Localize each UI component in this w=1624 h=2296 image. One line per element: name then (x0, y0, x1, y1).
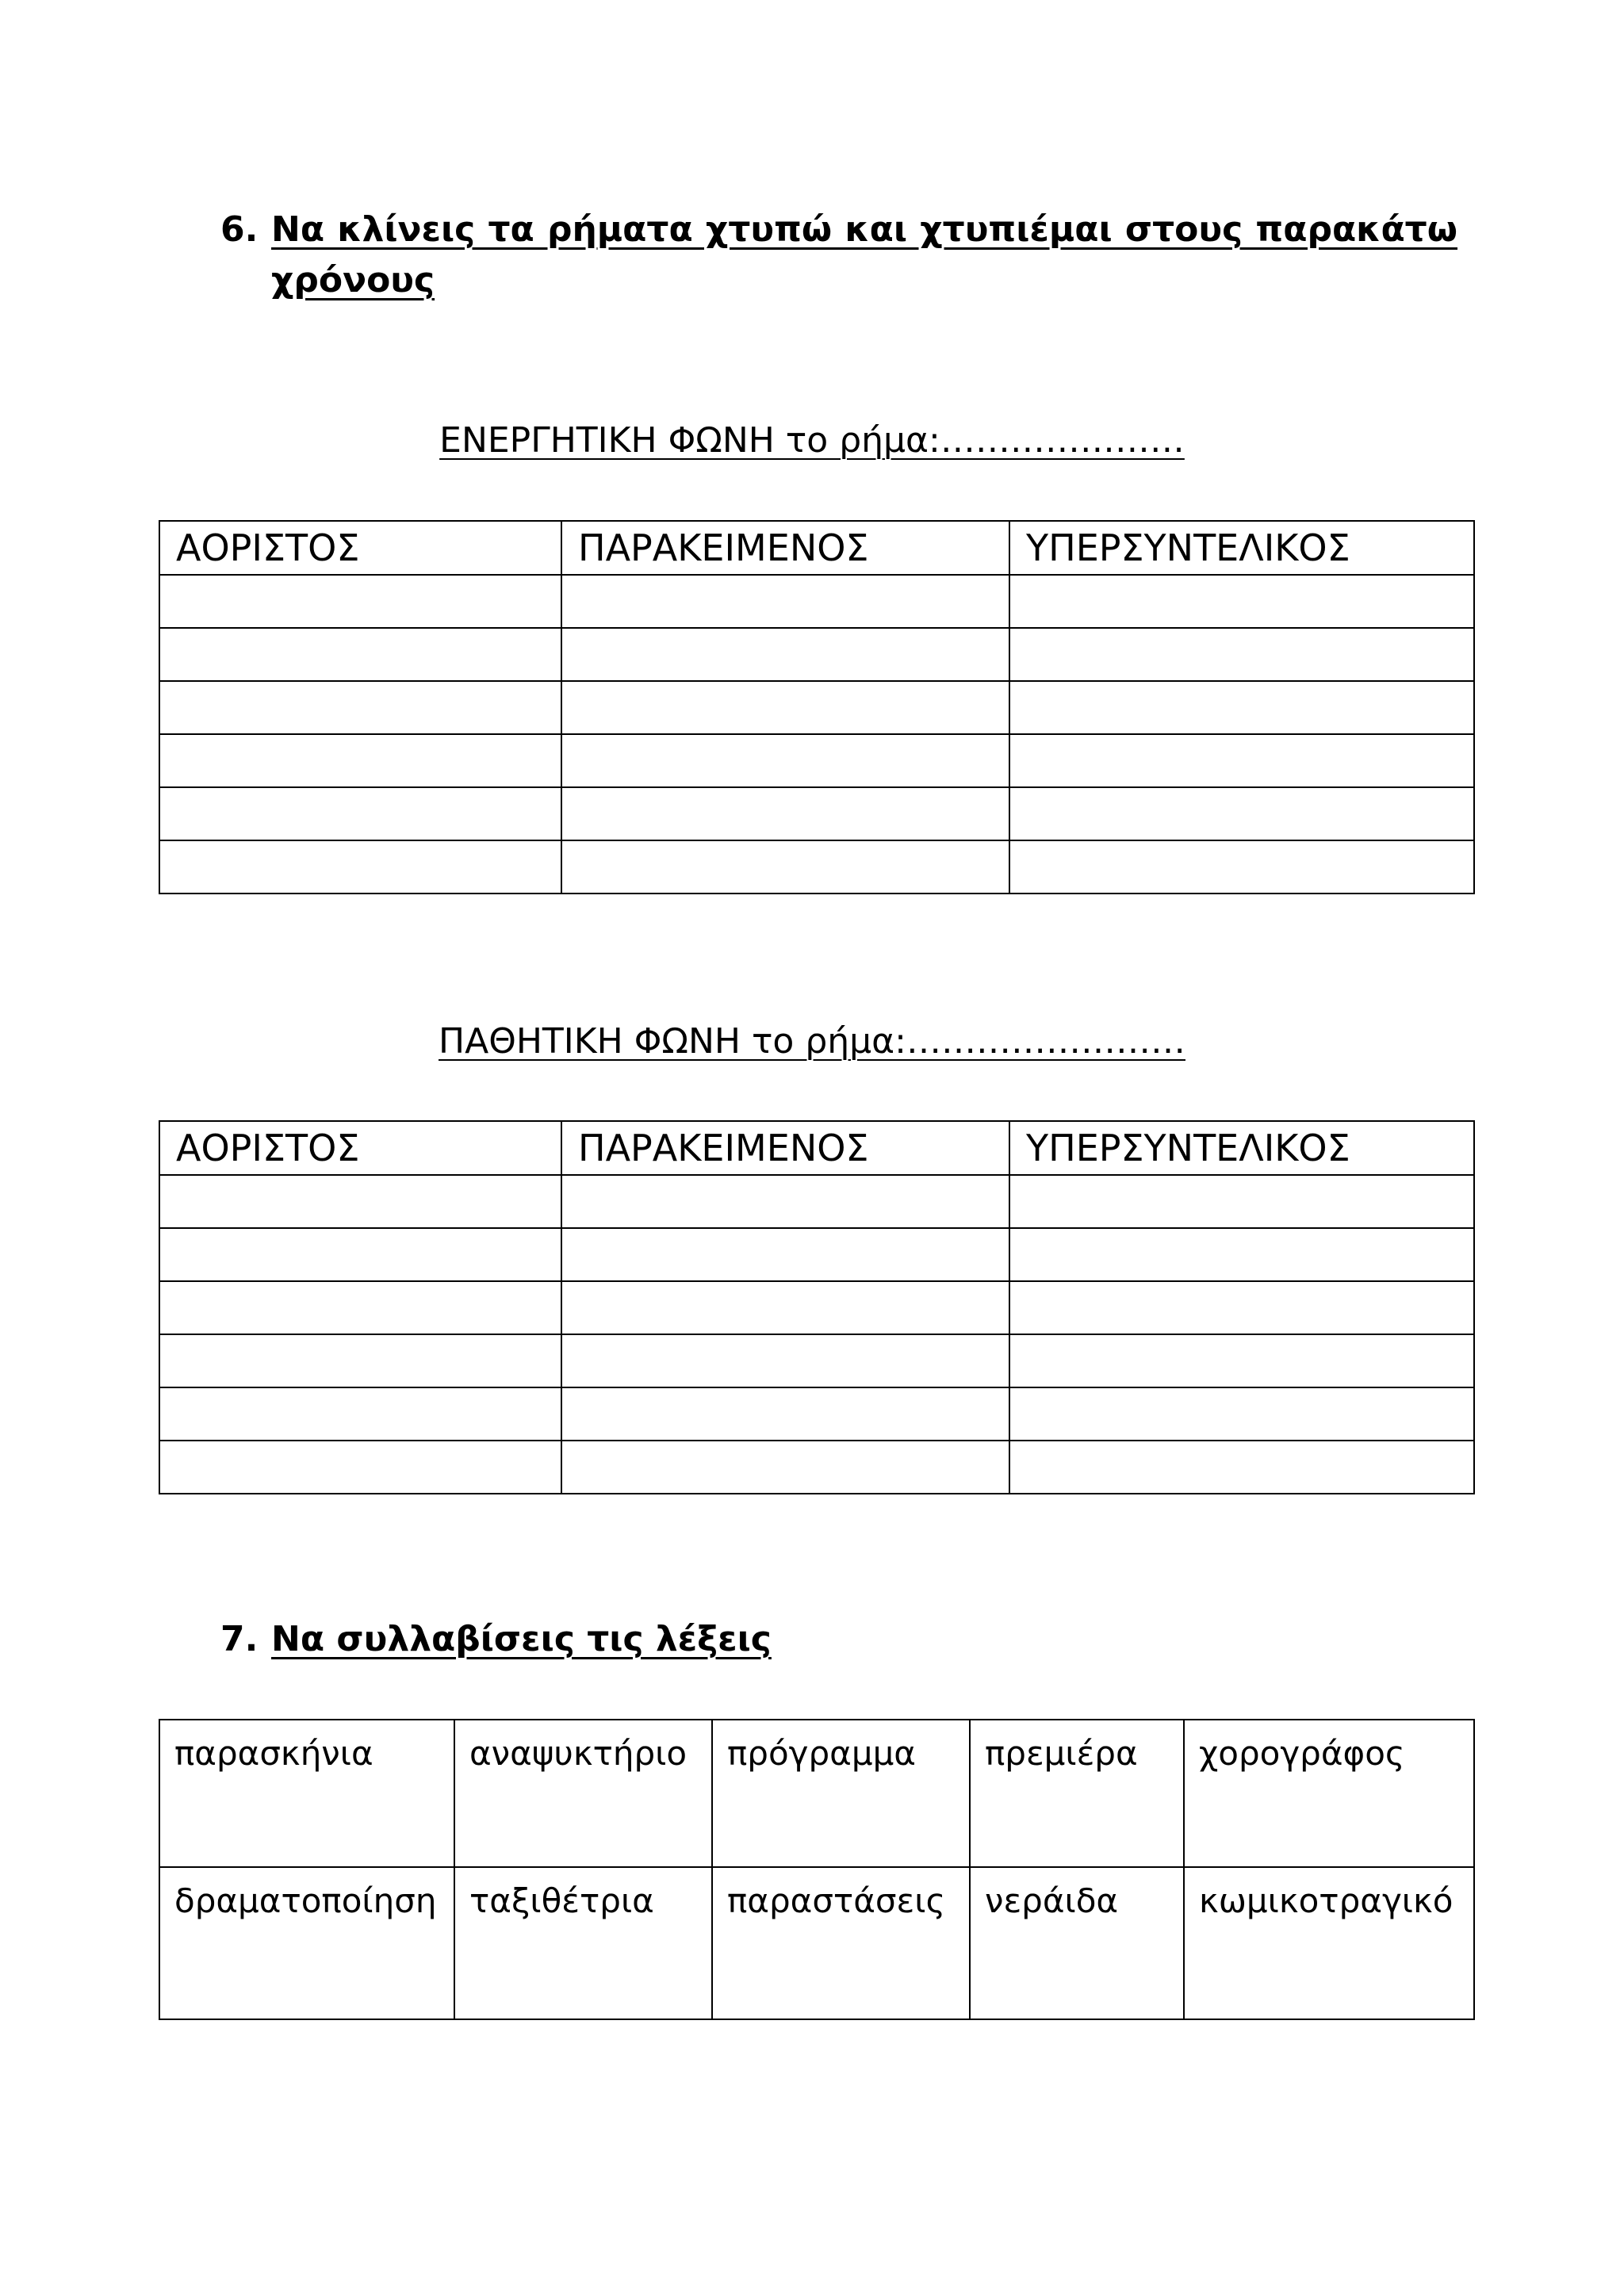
answer-cell[interactable] (561, 1334, 1009, 1387)
answer-cell[interactable] (561, 575, 1009, 628)
table-header-row (159, 521, 1474, 575)
active-voice-heading-text: ΕΝΕΡΓΗΤΙΚΗ ΦΩΝΗ το ρήμα:………………… (439, 420, 1185, 461)
answer-cell[interactable] (159, 628, 561, 681)
passive-voice-heading (0, 1018, 1624, 1066)
table-row (159, 575, 1474, 628)
answer-cell[interactable] (159, 1228, 561, 1281)
answer-cell[interactable] (561, 1387, 1009, 1441)
active-voice-table (159, 520, 1475, 894)
table-row (159, 840, 1474, 894)
active-voice-heading (0, 417, 1624, 465)
answer-cell[interactable] (561, 1281, 1009, 1334)
answer-cell[interactable] (159, 1281, 561, 1334)
table-row (159, 628, 1474, 681)
column-header-pluperfect: ΥΠΕΡΣΥΝΤΕΛΙΚΟΣ (1009, 1121, 1474, 1175)
answer-cell[interactable] (1009, 628, 1474, 681)
table-row (159, 1334, 1474, 1387)
answer-cell[interactable] (159, 1175, 561, 1228)
exercise-6-title (220, 205, 1457, 316)
table-row (159, 1387, 1474, 1441)
answer-cell[interactable] (159, 1441, 561, 1494)
exercise-6-instruction: Να κλίνεις τα ρήματα χτυπώ και χτυπιέμαι στους παρακάτω χρόνους (271, 209, 1457, 300)
table-row (159, 1720, 1474, 1867)
answer-cell[interactable] (159, 1334, 561, 1387)
column-header-perfect: ΠΑΡΑΚΕΙΜΕΝΟΣ (561, 1121, 1009, 1175)
answer-cell[interactable] (1009, 1387, 1474, 1441)
answer-cell[interactable] (1009, 734, 1474, 787)
word-cell: νεράιδα (970, 1867, 1184, 2019)
table-row (159, 681, 1474, 734)
word-cell: χορογράφος (1184, 1720, 1474, 1867)
word-cell: δραματοποίηση (159, 1867, 454, 2019)
answer-cell[interactable] (1009, 1441, 1474, 1494)
answer-cell[interactable] (1009, 840, 1474, 894)
answer-cell[interactable] (561, 840, 1009, 894)
answer-cell[interactable] (561, 681, 1009, 734)
answer-cell[interactable] (1009, 1281, 1474, 1334)
answer-cell[interactable] (159, 575, 561, 628)
answer-cell[interactable] (1009, 681, 1474, 734)
answer-cell[interactable] (1009, 1334, 1474, 1387)
answer-cell[interactable] (561, 1228, 1009, 1281)
table-row (159, 1867, 1474, 2019)
answer-cell[interactable] (561, 1441, 1009, 1494)
table-row (159, 787, 1474, 840)
syllable-words-table (159, 1719, 1475, 2020)
passive-voice-table (159, 1120, 1475, 1494)
exercise-6-number: 6. (220, 209, 259, 250)
table-row (159, 1175, 1474, 1228)
answer-cell[interactable] (1009, 1228, 1474, 1281)
answer-cell[interactable] (1009, 1175, 1474, 1228)
column-header-aorist: ΑΟΡΙΣΤΟΣ (159, 1121, 561, 1175)
table-row (159, 1281, 1474, 1334)
table-row (159, 1441, 1474, 1494)
answer-cell[interactable] (561, 1175, 1009, 1228)
word-cell: αναψυκτήριο (454, 1720, 712, 1867)
answer-cell[interactable] (159, 1387, 561, 1441)
table-row (159, 1228, 1474, 1281)
word-cell: κωμικοτραγικό (1184, 1867, 1474, 2019)
answer-cell[interactable] (561, 628, 1009, 681)
exercise-7-instruction: Να συλλαβίσεις τις λέξεις (271, 1619, 772, 1659)
table-row (159, 734, 1474, 787)
word-cell: παραστάσεις (712, 1867, 970, 2019)
word-cell: ταξιθέτρια (454, 1867, 712, 2019)
answer-cell[interactable] (159, 734, 561, 787)
exercise-7-number: 7. (220, 1619, 259, 1659)
answer-cell[interactable] (159, 681, 561, 734)
answer-cell[interactable] (561, 734, 1009, 787)
passive-voice-heading-text: ΠΑΘΗΤΙΚΗ ΦΩΝΗ το ρήμα:…………………… (439, 1021, 1185, 1062)
column-header-pluperfect: ΥΠΕΡΣΥΝΤΕΛΙΚΟΣ (1009, 521, 1474, 575)
column-header-aorist: ΑΟΡΙΣΤΟΣ (159, 521, 561, 575)
word-cell: παρασκήνια (159, 1720, 454, 1867)
table-header-row (159, 1121, 1474, 1175)
column-header-perfect: ΠΑΡΑΚΕΙΜΕΝΟΣ (561, 521, 1009, 575)
word-cell: πρόγραμμα (712, 1720, 970, 1867)
word-cell: πρεμιέρα (970, 1720, 1184, 1867)
exercise-7-title (220, 1614, 934, 1670)
answer-cell[interactable] (159, 787, 561, 840)
answer-cell[interactable] (1009, 575, 1474, 628)
answer-cell[interactable] (561, 787, 1009, 840)
answer-cell[interactable] (159, 840, 561, 894)
answer-cell[interactable] (1009, 787, 1474, 840)
